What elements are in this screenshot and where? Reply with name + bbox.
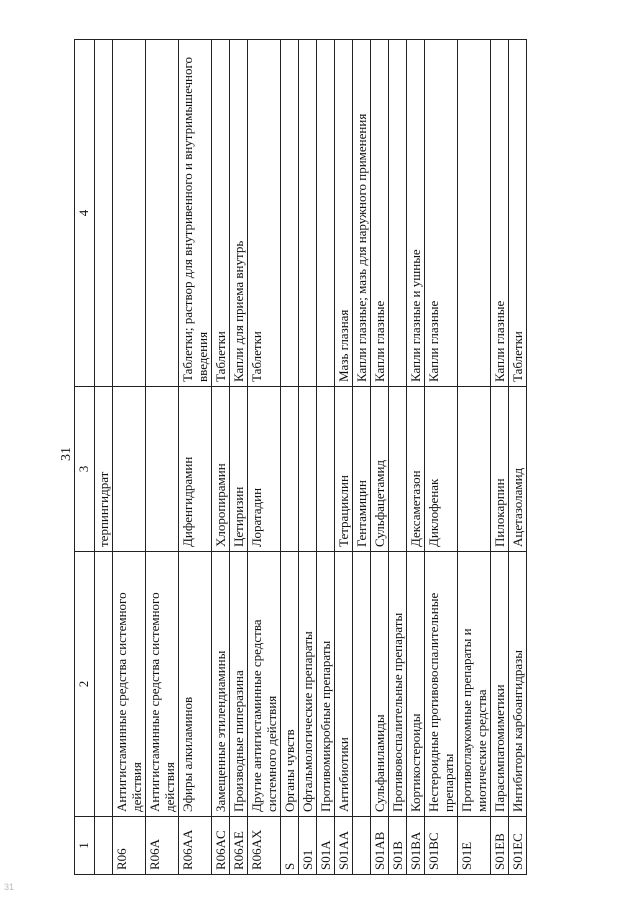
group-cell: Антигистаминные средства системного действия	[146, 552, 179, 817]
atc-code-cell: S01BA	[407, 817, 425, 875]
table-row	[95, 40, 113, 875]
column-header-4: 4	[75, 40, 95, 387]
atc-code-cell: R06AC	[212, 817, 230, 875]
atc-code-cell: R06AE	[230, 817, 248, 875]
table-row	[407, 40, 425, 875]
table-row	[491, 40, 509, 875]
atc-code-cell: R06	[113, 817, 146, 875]
atc-code-cell: S01BC	[425, 817, 458, 875]
group-cell: Другие антигистаминные средства системного действия	[248, 552, 281, 817]
table-row	[281, 40, 299, 875]
atc-code-cell: S	[281, 817, 299, 875]
table-row	[230, 40, 248, 875]
drug-name-cell: Пилокарпин	[491, 387, 509, 552]
atc-code-cell: S01AB	[371, 817, 389, 875]
drug-name-cell	[113, 387, 146, 552]
table-body	[95, 40, 527, 875]
group-cell: Ингибиторы карбоангидразы	[509, 552, 527, 817]
dosage-form-cell	[458, 40, 491, 387]
dosage-form-cell	[389, 40, 407, 387]
rotated-table-content	[74, 40, 594, 875]
drug-name-cell: Ацетазоламид	[509, 387, 527, 552]
table-row	[212, 40, 230, 875]
drug-name-cell: Лоратадин	[248, 387, 281, 552]
group-cell: Кортикостероиды	[407, 552, 425, 817]
group-cell: Эфиры алкиламинов	[179, 552, 212, 817]
drug-name-cell: Дифенгидрамин	[179, 387, 212, 552]
group-cell: Нестероидные противовоспалительные препараты	[425, 552, 458, 817]
dosage-form-cell	[299, 40, 317, 387]
dosage-form-cell: Таблетки; раствор для внутривенного и внутримышечного введения	[179, 40, 212, 387]
atc-code-cell: R06AA	[179, 817, 212, 875]
atc-code-cell: S01EB	[491, 817, 509, 875]
group-cell: Антибиотики	[335, 552, 353, 817]
dosage-form-cell	[281, 40, 299, 387]
drug-name-cell	[458, 387, 491, 552]
table-row	[146, 40, 179, 875]
drug-name-cell: Сульфацетамид	[371, 387, 389, 552]
dosage-form-cell: Таблетки	[509, 40, 527, 387]
group-cell	[95, 552, 113, 817]
table-row	[509, 40, 527, 875]
atc-code-cell: S01E	[458, 817, 491, 875]
group-cell: Противовоспалительные препараты	[389, 552, 407, 817]
table-row	[317, 40, 335, 875]
group-cell: Антигистаминные средства системного действия	[113, 552, 146, 817]
table-row	[389, 40, 407, 875]
rotated-table-frame	[74, 40, 594, 875]
column-header-3: 3	[75, 387, 95, 552]
atc-code-cell: S01EC	[509, 817, 527, 875]
column-header-1: 1	[75, 817, 95, 875]
dosage-form-cell: Капли для приема внутрь	[230, 40, 248, 387]
group-cell: Сульфаниламиды	[371, 552, 389, 817]
drug-name-cell	[389, 387, 407, 552]
dosage-form-cell: Капли глазные; мазь для наружного применения	[353, 40, 371, 387]
drug-name-cell: Дексаметазон	[407, 387, 425, 552]
table-row	[335, 40, 353, 875]
atc-code-cell: S01AA	[335, 817, 353, 875]
atc-code-cell: S01A	[317, 817, 335, 875]
table-row	[248, 40, 281, 875]
dosage-form-cell	[95, 40, 113, 387]
group-cell	[353, 552, 371, 817]
table-row	[113, 40, 146, 875]
table-row	[299, 40, 317, 875]
table-header-row	[75, 40, 95, 875]
atc-code-cell: S01B	[389, 817, 407, 875]
table-row	[371, 40, 389, 875]
dosage-form-cell: Капли глазные	[425, 40, 458, 387]
group-cell: Парасимпатомиметики	[491, 552, 509, 817]
page-number: 31	[59, 447, 74, 461]
column-header-2: 2	[75, 552, 95, 817]
drug-name-cell: терпингидрат	[95, 387, 113, 552]
drug-name-cell: Хлоропирамин	[212, 387, 230, 552]
atc-code-cell	[95, 817, 113, 875]
atc-code-cell: S01	[299, 817, 317, 875]
drug-name-cell	[281, 387, 299, 552]
atc-code-cell: R06A	[146, 817, 179, 875]
group-cell: Замещенные этилендиамины	[212, 552, 230, 817]
dosage-form-cell: Таблетки	[212, 40, 230, 387]
page-corner-mark: 31	[4, 882, 15, 892]
dosage-form-cell	[113, 40, 146, 387]
dosage-form-cell: Мазь глазная	[335, 40, 353, 387]
table-row	[179, 40, 212, 875]
dosage-form-cell: Капли глазные и ушные	[407, 40, 425, 387]
drug-name-cell: Цетиризин	[230, 387, 248, 552]
group-cell: Органы чувств	[281, 552, 299, 817]
dosage-form-cell	[317, 40, 335, 387]
drug-classification-table	[74, 39, 527, 875]
table-row	[353, 40, 371, 875]
drug-name-cell	[299, 387, 317, 552]
group-cell: Противомикробные препараты	[317, 552, 335, 817]
dosage-form-cell: Таблетки	[248, 40, 281, 387]
drug-name-cell: Диклофенак	[425, 387, 458, 552]
table-row	[425, 40, 458, 875]
drug-name-cell: Гентамицин	[353, 387, 371, 552]
dosage-form-cell	[146, 40, 179, 387]
dosage-form-cell: Капли глазные	[371, 40, 389, 387]
table-row	[458, 40, 491, 875]
dosage-form-cell: Капли глазные	[491, 40, 509, 387]
drug-name-cell	[317, 387, 335, 552]
group-cell: Противоглаукомные препараты и миотические средства	[458, 552, 491, 817]
drug-name-cell: Тетрациклин	[335, 387, 353, 552]
drug-name-cell	[146, 387, 179, 552]
atc-code-cell	[353, 817, 371, 875]
group-cell: Производные пиперазина	[230, 552, 248, 817]
group-cell: Офтальмологические препараты	[299, 552, 317, 817]
atc-code-cell: R06AX	[248, 817, 281, 875]
